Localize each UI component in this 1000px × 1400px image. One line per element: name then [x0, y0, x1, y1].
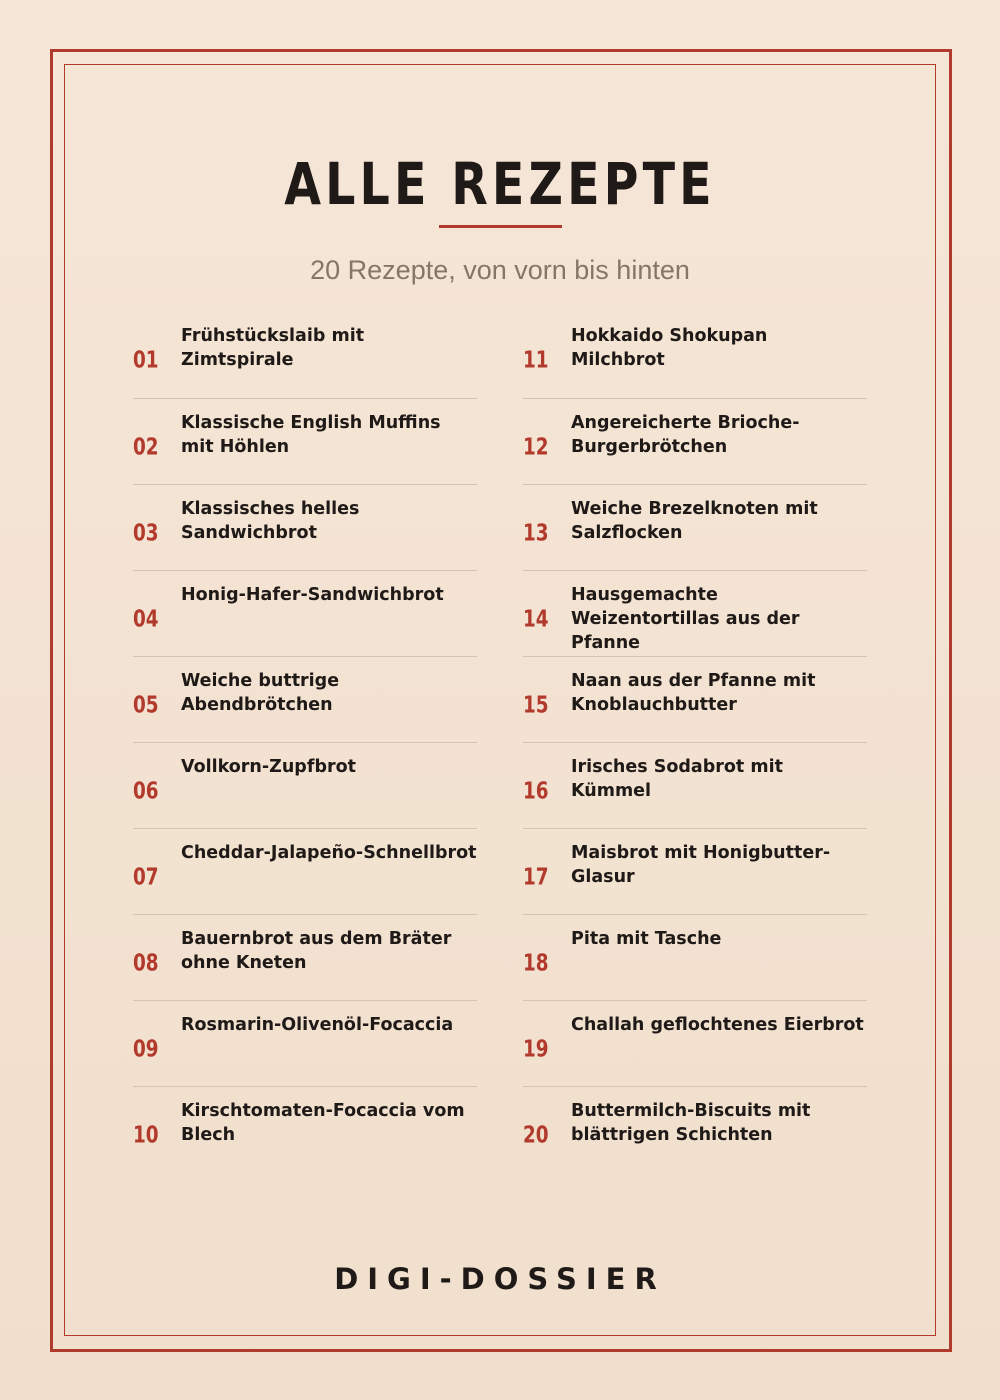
recipe-name: Pita mit Tasche	[571, 929, 722, 949]
recipe-number: 16	[523, 778, 549, 805]
recipe-name: Bauernbrot aus dem Bräter ohne Kneten	[181, 929, 452, 973]
recipe-item	[523, 914, 867, 1000]
recipe-item	[523, 570, 867, 656]
footer-brand: DIGI-DOSSIER	[334, 1262, 666, 1296]
recipe-item	[523, 1086, 867, 1172]
recipe-name: Naan aus der Pfanne mit Knoblauchbutter	[571, 671, 816, 715]
recipe-item	[133, 1086, 477, 1172]
page-subtitle: 20 Rezepte, von vorn bis hinten	[310, 255, 690, 285]
recipe-list-right	[523, 312, 867, 1172]
recipe-name: Vollkorn-Zupfbrot	[181, 757, 356, 777]
recipe-number: 09	[133, 1036, 159, 1063]
recipe-name: Kirschtomaten-Focaccia vom Blech	[181, 1101, 465, 1145]
recipe-item	[523, 828, 867, 914]
recipe-name: Irisches Sodabrot mit Kümmel	[571, 757, 783, 801]
recipe-name: Maisbrot mit Honigbutter-Glasur	[571, 843, 831, 887]
recipe-number: 04	[133, 606, 159, 633]
recipe-number: 11	[523, 347, 549, 374]
recipe-item	[523, 484, 867, 570]
recipe-number: 17	[523, 864, 549, 891]
recipe-name: Weiche buttrige Abendbrötchen	[181, 671, 340, 715]
recipe-item	[523, 1000, 867, 1086]
recipe-name: Weiche Brezelknoten mit Salzflocken	[571, 499, 818, 543]
recipe-item	[133, 914, 477, 1000]
recipe-number: 07	[133, 864, 159, 891]
recipe-name: Cheddar-Jalapeño-Schnellbrot	[181, 843, 477, 863]
recipe-number: 19	[523, 1036, 549, 1063]
recipe-item	[523, 398, 867, 484]
recipe-item	[133, 312, 477, 398]
recipe-number: 13	[523, 520, 549, 547]
recipe-item	[133, 1000, 477, 1086]
recipe-number: 14	[523, 606, 549, 633]
recipe-item	[133, 742, 477, 828]
recipe-number: 20	[523, 1122, 549, 1149]
recipe-number: 06	[133, 778, 159, 805]
title-underline	[439, 225, 562, 228]
recipe-item	[523, 742, 867, 828]
recipe-item	[133, 828, 477, 914]
recipe-number: 18	[523, 950, 549, 977]
recipe-name: Frühstückslaib mit Zimtspirale	[181, 326, 365, 370]
recipe-item	[133, 570, 477, 656]
recipe-item	[523, 656, 867, 742]
recipe-name: Rosmarin-Olivenöl-Focaccia	[181, 1015, 454, 1035]
recipe-number: 02	[133, 434, 159, 461]
recipe-name: Angereicherte Brioche-Burgerbrötchen	[571, 413, 800, 457]
recipe-number: 12	[523, 434, 549, 461]
recipe-list-left	[133, 312, 477, 1172]
recipe-item	[523, 312, 867, 398]
page-title: ALLE REZEPTE	[284, 150, 716, 218]
recipe-number: 01	[133, 347, 159, 374]
recipe-name: Klassische English Muffins mit Höhlen	[181, 413, 441, 457]
recipe-name: Honig-Hafer-Sandwichbrot	[181, 585, 444, 605]
recipe-number: 03	[133, 520, 159, 547]
recipe-name: Challah geflochtenes Eierbrot	[571, 1015, 864, 1035]
recipe-item	[133, 398, 477, 484]
recipe-item	[133, 656, 477, 742]
recipe-name: Hausgemachte Weizentortillas aus der Pfanne	[571, 585, 800, 653]
recipe-number: 10	[133, 1122, 159, 1149]
recipe-number: 05	[133, 692, 159, 719]
recipe-name: Buttermilch-Biscuits mit blättrigen Schichten	[571, 1101, 811, 1145]
recipe-number: 08	[133, 950, 159, 977]
recipe-item	[133, 484, 477, 570]
recipe-number: 15	[523, 692, 549, 719]
recipe-name: Hokkaido Shokupan Milchbrot	[571, 326, 768, 370]
recipe-name: Klassisches helles Sandwichbrot	[181, 499, 360, 543]
